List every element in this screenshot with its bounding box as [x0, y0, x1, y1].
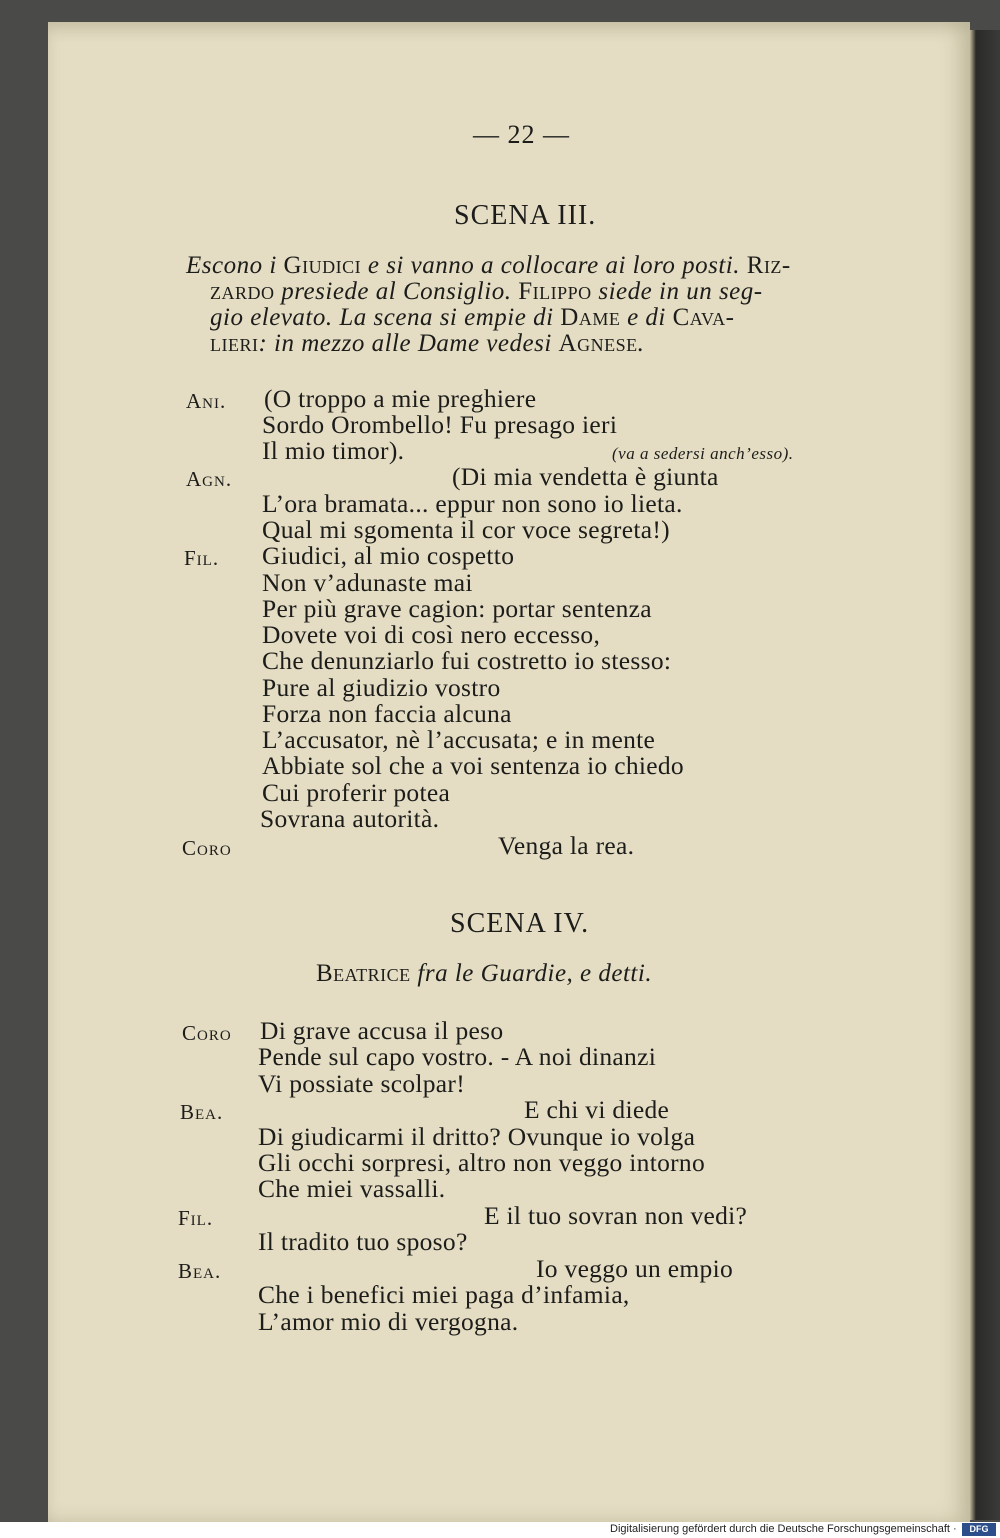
verse-line: L’accusator, nè l’accusata; e in mente: [262, 725, 656, 754]
verse-line: Abbiate sol che a voi sentenza io chiedo: [262, 751, 684, 780]
dfg-logo: DFG: [962, 1523, 996, 1536]
verse-line: Cui proferir potea: [262, 778, 451, 807]
verse-line: Pende sul capo vostro. - A noi dinanzi: [258, 1042, 657, 1071]
verse-line: Forza non faccia alcuna: [262, 699, 512, 728]
page-number: — 22 —: [473, 120, 570, 149]
verse-line: Gli occhi sorpresi, altro non veggo intorno: [258, 1148, 706, 1177]
stage-direction-line-1: Escono i Giudici e si vanno a collocare ai loro posti. Riz-: [186, 252, 791, 279]
speaker-label: Ani.: [186, 389, 227, 413]
verse-line: Di grave accusa il peso: [260, 1016, 504, 1045]
speaker-label: Fil.: [178, 1206, 214, 1230]
book-page: [48, 22, 970, 1522]
speaker-label: Bea.: [178, 1259, 222, 1283]
verse-line: Pure al giudizio vostro: [262, 673, 501, 702]
stage-direction-line-3: gio elevato. La scena si empie di Dame e di Cava-: [210, 304, 735, 331]
verse-line: Giudici, al mio cospetto: [262, 541, 515, 570]
funding-credit: Digitalisierung gefördert durch die Deutsche Forschungsgemeinschaft ·: [610, 1523, 957, 1535]
speaker-label: Bea.: [180, 1100, 224, 1124]
stage-direction-line-4: lieri: in mezzo alle Dame vedesi Agnese.: [210, 330, 645, 357]
verse-line: E chi vi diede: [524, 1095, 670, 1124]
stage-note: (va a sedersi anch’esso).: [612, 444, 794, 463]
speaker-label: Fil.: [184, 546, 220, 570]
speaker-label: Coro: [182, 836, 232, 860]
verse-line: Non v’adunaste mai: [262, 568, 473, 597]
verse-line: Sovrana autorità.: [260, 804, 440, 833]
verse-line: Il tradito tuo sposo?: [258, 1227, 468, 1256]
verse-line: L’ora bramata... eppur non sono io lieta.: [262, 489, 683, 518]
verse-line: Vi possiate scolpar!: [258, 1069, 465, 1098]
verse-line: Che i benefici miei paga d’infamia,: [258, 1280, 630, 1309]
scene-4-title: SCENA IV.: [450, 908, 590, 939]
verse-line: E il tuo sovran non vedi?: [484, 1201, 748, 1230]
verse-line: Di giudicarmi il dritto? Ovunque io volga: [258, 1122, 696, 1151]
verse-line: Il mio timor).: [262, 436, 405, 465]
verse-line: Venga la rea.: [498, 831, 635, 860]
verse-line: L’amor mio di vergogna.: [258, 1307, 519, 1336]
verse-line: Che denunziarlo fui costretto io stesso:: [262, 646, 672, 675]
verse-line: Sordo Orombello! Fu presago ieri: [262, 410, 618, 439]
speaker-label: Coro: [182, 1021, 232, 1045]
digitization-footer: [0, 1522, 1000, 1538]
stage-direction-line-2: zardo presiede al Consiglio. Filippo siede in un seg-: [210, 278, 763, 305]
verse-line: (O troppo a mie preghiere: [264, 384, 537, 413]
verse-line: Che miei vassalli.: [258, 1174, 446, 1203]
verse-line: Per più grave cagion: portar sentenza: [262, 594, 652, 623]
stage-direction-scene-4: Beatrice fra le Guardie, e detti.: [316, 960, 653, 987]
speaker-label: Agn.: [186, 467, 233, 491]
verse-line: (Di mia vendetta è giunta: [452, 462, 719, 491]
scene-3-title: SCENA III.: [454, 200, 597, 231]
verse-line: Qual mi sgomenta il cor voce segreta!): [262, 515, 670, 544]
verse-line: Io veggo un empio: [536, 1254, 734, 1283]
verse-line: Dovete voi di così nero eccesso,: [262, 620, 601, 649]
